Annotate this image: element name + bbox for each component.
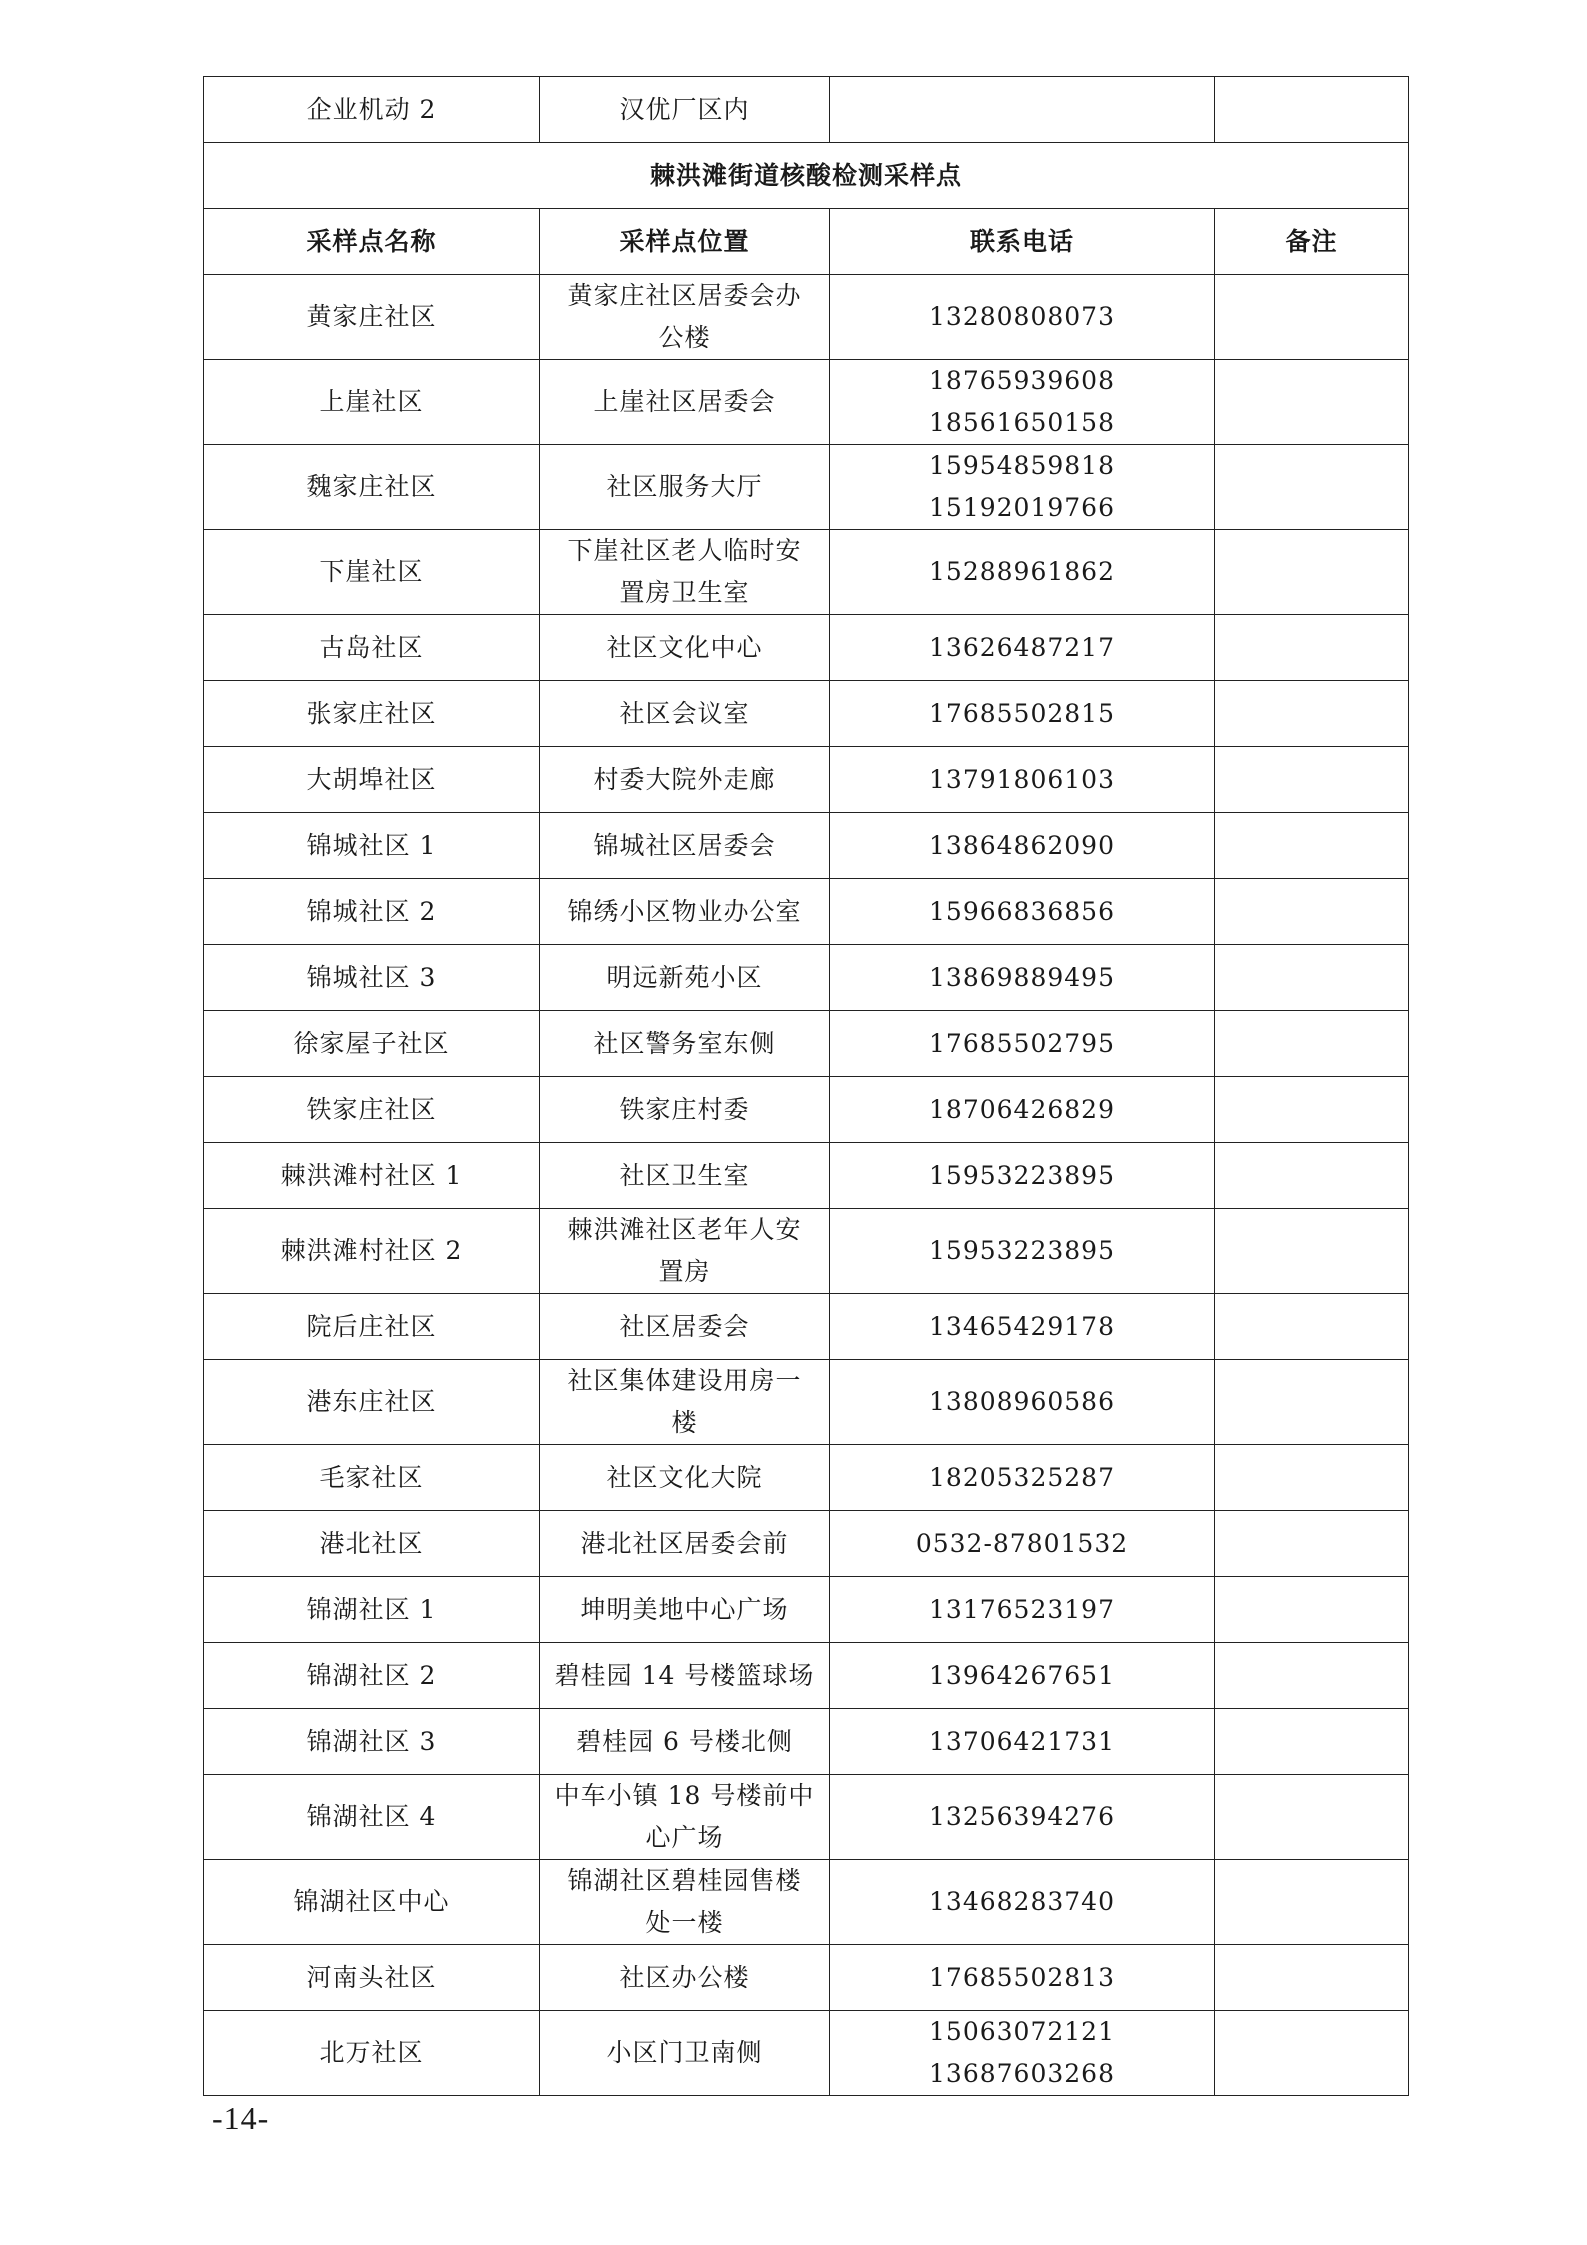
table-row	[204, 1860, 1409, 1945]
cell-location-line: 社区居委会	[619, 1311, 750, 1341]
cell-location	[540, 1011, 830, 1077]
cell-location-line: 楼	[671, 1408, 698, 1437]
cell-location-line: 下崖社区老人临时安	[567, 536, 802, 565]
cell-name: 锦城社区 3	[204, 945, 540, 1011]
cell-phone-line: 17685502815	[929, 698, 1115, 728]
cell-location-line: 社区警务室东侧	[593, 1028, 776, 1058]
cell-phone-line: 17685502813	[929, 1962, 1115, 1992]
cell-phone-line: 15953223895	[929, 1236, 1115, 1265]
cell-location-line: 碧桂园 6 号楼北侧	[576, 1726, 793, 1756]
section-title: 棘洪滩街道核酸检测采样点	[204, 143, 1409, 209]
cell-name: 锦湖社区 3	[204, 1709, 540, 1775]
cell-phone	[830, 945, 1215, 1011]
cell-location-line: 置房	[658, 1257, 711, 1286]
cell-phone-line: 13280808073	[929, 302, 1115, 331]
header-phone: 联系电话	[830, 209, 1215, 275]
cell-location	[540, 2011, 830, 2096]
cell-phone	[830, 813, 1215, 879]
cell-location	[540, 1643, 830, 1709]
cell-phone	[830, 275, 1215, 360]
cell-location-line: 小区门卫南侧	[606, 2038, 763, 2067]
cell-location-line: 社区集体建设用房一	[567, 1366, 802, 1395]
table-row	[204, 1294, 1409, 1360]
cell-name: 港东庄社区	[204, 1360, 540, 1445]
cell-location	[540, 1360, 830, 1445]
table-row	[204, 1775, 1409, 1860]
cell-location	[540, 945, 830, 1011]
cell-phone-line: 18765939608	[929, 366, 1115, 395]
cell-phone-line: 18706426829	[929, 1094, 1115, 1124]
header-name: 采样点名称	[204, 209, 540, 275]
cell-location-line: 中车小镇 18 号楼前中	[554, 1781, 815, 1810]
cell-name: 徐家屋子社区	[204, 1011, 540, 1077]
cell-phone-line: 0532-87801532	[915, 1528, 1129, 1558]
table-row	[204, 615, 1409, 681]
cell-location-line: 村委大院外走廊	[593, 764, 776, 794]
table-row	[204, 1511, 1409, 1577]
cell-note	[1215, 1860, 1409, 1945]
cell-note	[1215, 1011, 1409, 1077]
cell-location	[540, 1294, 830, 1360]
cell-name: 魏家庄社区	[204, 445, 540, 530]
cell-phone	[830, 1077, 1215, 1143]
cell-location	[540, 1577, 830, 1643]
cell-phone-line: 13808960586	[929, 1387, 1115, 1416]
table-row	[204, 530, 1409, 615]
cell-location-line: 黄家庄社区居委会办	[567, 281, 802, 310]
cell-phone	[830, 1209, 1215, 1294]
cell-name: 古岛社区	[204, 615, 540, 681]
cell-phone	[830, 1860, 1215, 1945]
table-row	[204, 1945, 1409, 2011]
table-row-top	[204, 77, 1409, 143]
cell-phone-line: 13869889495	[929, 962, 1115, 992]
cell-note	[1215, 1077, 1409, 1143]
cell-phone-line: 13176523197	[929, 1594, 1115, 1624]
cell-location: 汉优厂区内	[540, 77, 830, 143]
header-note: 备注	[1215, 209, 1409, 275]
cell-location-line: 社区会议室	[619, 698, 750, 728]
table-row	[204, 1011, 1409, 1077]
cell-note	[1215, 1445, 1409, 1511]
cell-note	[1215, 1945, 1409, 2011]
cell-note	[1215, 1577, 1409, 1643]
cell-phone-line: 15288961862	[929, 557, 1115, 586]
cell-note	[1215, 1775, 1409, 1860]
table-row	[204, 681, 1409, 747]
table-row	[204, 275, 1409, 360]
table-row	[204, 1209, 1409, 1294]
cell-phone	[830, 1445, 1215, 1511]
cell-phone	[830, 1775, 1215, 1860]
table-row	[204, 1577, 1409, 1643]
cell-location	[540, 1860, 830, 1945]
cell-phone	[830, 1143, 1215, 1209]
cell-note	[1215, 2011, 1409, 2096]
cell-location	[540, 879, 830, 945]
cell-location	[540, 615, 830, 681]
table-row	[204, 945, 1409, 1011]
cell-location-line: 社区办公楼	[619, 1962, 750, 1992]
cell-phone	[830, 1945, 1215, 2011]
cell-location	[540, 1209, 830, 1294]
cell-location-line: 社区文化大院	[606, 1462, 763, 1492]
cell-phone	[830, 445, 1215, 530]
cell-name: 锦湖社区 2	[204, 1643, 540, 1709]
cell-phone	[830, 1643, 1215, 1709]
cell-location	[540, 360, 830, 445]
cell-location	[540, 1077, 830, 1143]
cell-name: 锦湖社区 1	[204, 1577, 540, 1643]
cell-location-line: 社区卫生室	[619, 1160, 750, 1190]
cell-phone	[830, 747, 1215, 813]
table-row	[204, 1143, 1409, 1209]
cell-phone-line: 13468283740	[929, 1887, 1115, 1916]
cell-phone	[830, 879, 1215, 945]
table-row	[204, 879, 1409, 945]
cell-phone-line: 13791806103	[929, 764, 1115, 794]
cell-location	[540, 1775, 830, 1860]
cell-note	[1215, 615, 1409, 681]
cell-name: 黄家庄社区	[204, 275, 540, 360]
cell-phone-line: 18561650158	[929, 408, 1115, 437]
cell-name: 院后庄社区	[204, 1294, 540, 1360]
table-row	[204, 2011, 1409, 2096]
cell-phone	[830, 681, 1215, 747]
cell-location	[540, 1945, 830, 2011]
cell-location	[540, 445, 830, 530]
cell-note	[1215, 945, 1409, 1011]
cell-location-line: 处一楼	[645, 1908, 724, 1937]
cell-phone	[830, 1577, 1215, 1643]
cell-location-line: 社区服务大厅	[606, 472, 763, 501]
cell-note	[1215, 1143, 1409, 1209]
cell-location	[540, 530, 830, 615]
cell-location-line: 置房卫生室	[619, 578, 750, 607]
cell-name: 上崖社区	[204, 360, 540, 445]
cell-note	[1215, 813, 1409, 879]
sampling-points-table	[203, 76, 1409, 2096]
page-number: -14-	[212, 2100, 270, 2136]
cell-name: 棘洪滩村社区 2	[204, 1209, 540, 1294]
cell-location-line: 明远新苑小区	[606, 962, 763, 992]
cell-phone-line: 13964267651	[929, 1660, 1115, 1690]
cell-note	[1215, 530, 1409, 615]
cell-note	[1215, 879, 1409, 945]
cell-name: 锦城社区 2	[204, 879, 540, 945]
section-title-row	[204, 143, 1409, 209]
cell-name: 毛家社区	[204, 1445, 540, 1511]
cell-note	[1215, 1360, 1409, 1445]
cell-name: 张家庄社区	[204, 681, 540, 747]
cell-phone-line: 13626487217	[929, 632, 1115, 662]
cell-note	[1215, 1643, 1409, 1709]
cell-phone-line: 15063072121	[929, 2017, 1115, 2046]
header-row	[204, 209, 1409, 275]
cell-phone	[830, 1360, 1215, 1445]
cell-phone-line: 18205325287	[929, 1462, 1115, 1492]
cell-location-line: 锦绣小区物业办公室	[567, 896, 802, 926]
cell-location	[540, 1709, 830, 1775]
header-location: 采样点位置	[540, 209, 830, 275]
cell-phone	[830, 77, 1215, 143]
cell-name: 锦湖社区 4	[204, 1775, 540, 1860]
cell-phone-line: 15954859818	[929, 451, 1115, 480]
cell-location	[540, 1445, 830, 1511]
cell-phone-line: 15966836856	[929, 896, 1115, 926]
cell-location	[540, 813, 830, 879]
table-row	[204, 1643, 1409, 1709]
cell-location-line: 社区文化中心	[606, 632, 763, 662]
cell-phone	[830, 360, 1215, 445]
cell-location-line: 坤明美地中心广场	[580, 1594, 789, 1624]
cell-phone-line: 13706421731	[929, 1726, 1115, 1756]
table-row	[204, 1445, 1409, 1511]
cell-phone-line: 17685502795	[929, 1028, 1115, 1058]
cell-location-line: 上崖社区居委会	[593, 387, 776, 416]
cell-phone	[830, 1511, 1215, 1577]
cell-location-line: 公楼	[658, 323, 711, 352]
cell-note	[1215, 1209, 1409, 1294]
table-row	[204, 1709, 1409, 1775]
cell-name: 铁家庄社区	[204, 1077, 540, 1143]
cell-location-line: 碧桂园 14 号楼篮球场	[554, 1660, 815, 1690]
table-row	[204, 747, 1409, 813]
cell-location	[540, 1511, 830, 1577]
cell-name: 棘洪滩村社区 1	[204, 1143, 540, 1209]
cell-name: 锦湖社区中心	[204, 1860, 540, 1945]
cell-name: 锦城社区 1	[204, 813, 540, 879]
cell-phone	[830, 530, 1215, 615]
cell-note	[1215, 1511, 1409, 1577]
cell-phone	[830, 1294, 1215, 1360]
cell-note	[1215, 681, 1409, 747]
table-row	[204, 813, 1409, 879]
cell-location-line: 港北社区居委会前	[580, 1528, 789, 1558]
cell-location-line: 锦城社区居委会	[593, 830, 776, 860]
table-row	[204, 1077, 1409, 1143]
table-row	[204, 360, 1409, 445]
cell-phone	[830, 1709, 1215, 1775]
cell-name: 北万社区	[204, 2011, 540, 2096]
cell-location-line: 锦湖社区碧桂园售楼	[567, 1866, 802, 1895]
cell-name: 企业机动 2	[204, 77, 540, 143]
cell-location-line: 铁家庄村委	[619, 1094, 750, 1124]
cell-phone-line: 15953223895	[929, 1160, 1115, 1190]
cell-location	[540, 747, 830, 813]
cell-name: 河南头社区	[204, 1945, 540, 2011]
cell-phone	[830, 615, 1215, 681]
cell-location	[540, 681, 830, 747]
cell-note	[1215, 77, 1409, 143]
cell-note	[1215, 747, 1409, 813]
cell-phone-line: 13687603268	[929, 2059, 1115, 2088]
cell-phone-line: 13256394276	[929, 1802, 1115, 1831]
cell-note	[1215, 445, 1409, 530]
cell-phone	[830, 1011, 1215, 1077]
cell-location	[540, 1143, 830, 1209]
cell-note	[1215, 360, 1409, 445]
table-body	[204, 77, 1409, 2096]
table-row	[204, 1360, 1409, 1445]
cell-phone-line: 13864862090	[929, 830, 1115, 860]
cell-name: 下崖社区	[204, 530, 540, 615]
cell-name: 港北社区	[204, 1511, 540, 1577]
cell-note	[1215, 275, 1409, 360]
cell-location-line: 棘洪滩社区老年人安	[567, 1215, 802, 1244]
cell-location	[540, 275, 830, 360]
cell-phone	[830, 2011, 1215, 2096]
cell-note	[1215, 1294, 1409, 1360]
cell-name: 大胡埠社区	[204, 747, 540, 813]
cell-phone-line: 13465429178	[929, 1311, 1115, 1341]
cell-location-line: 心广场	[645, 1823, 724, 1852]
cell-phone-line: 15192019766	[929, 493, 1115, 522]
cell-note	[1215, 1709, 1409, 1775]
table-row	[204, 445, 1409, 530]
